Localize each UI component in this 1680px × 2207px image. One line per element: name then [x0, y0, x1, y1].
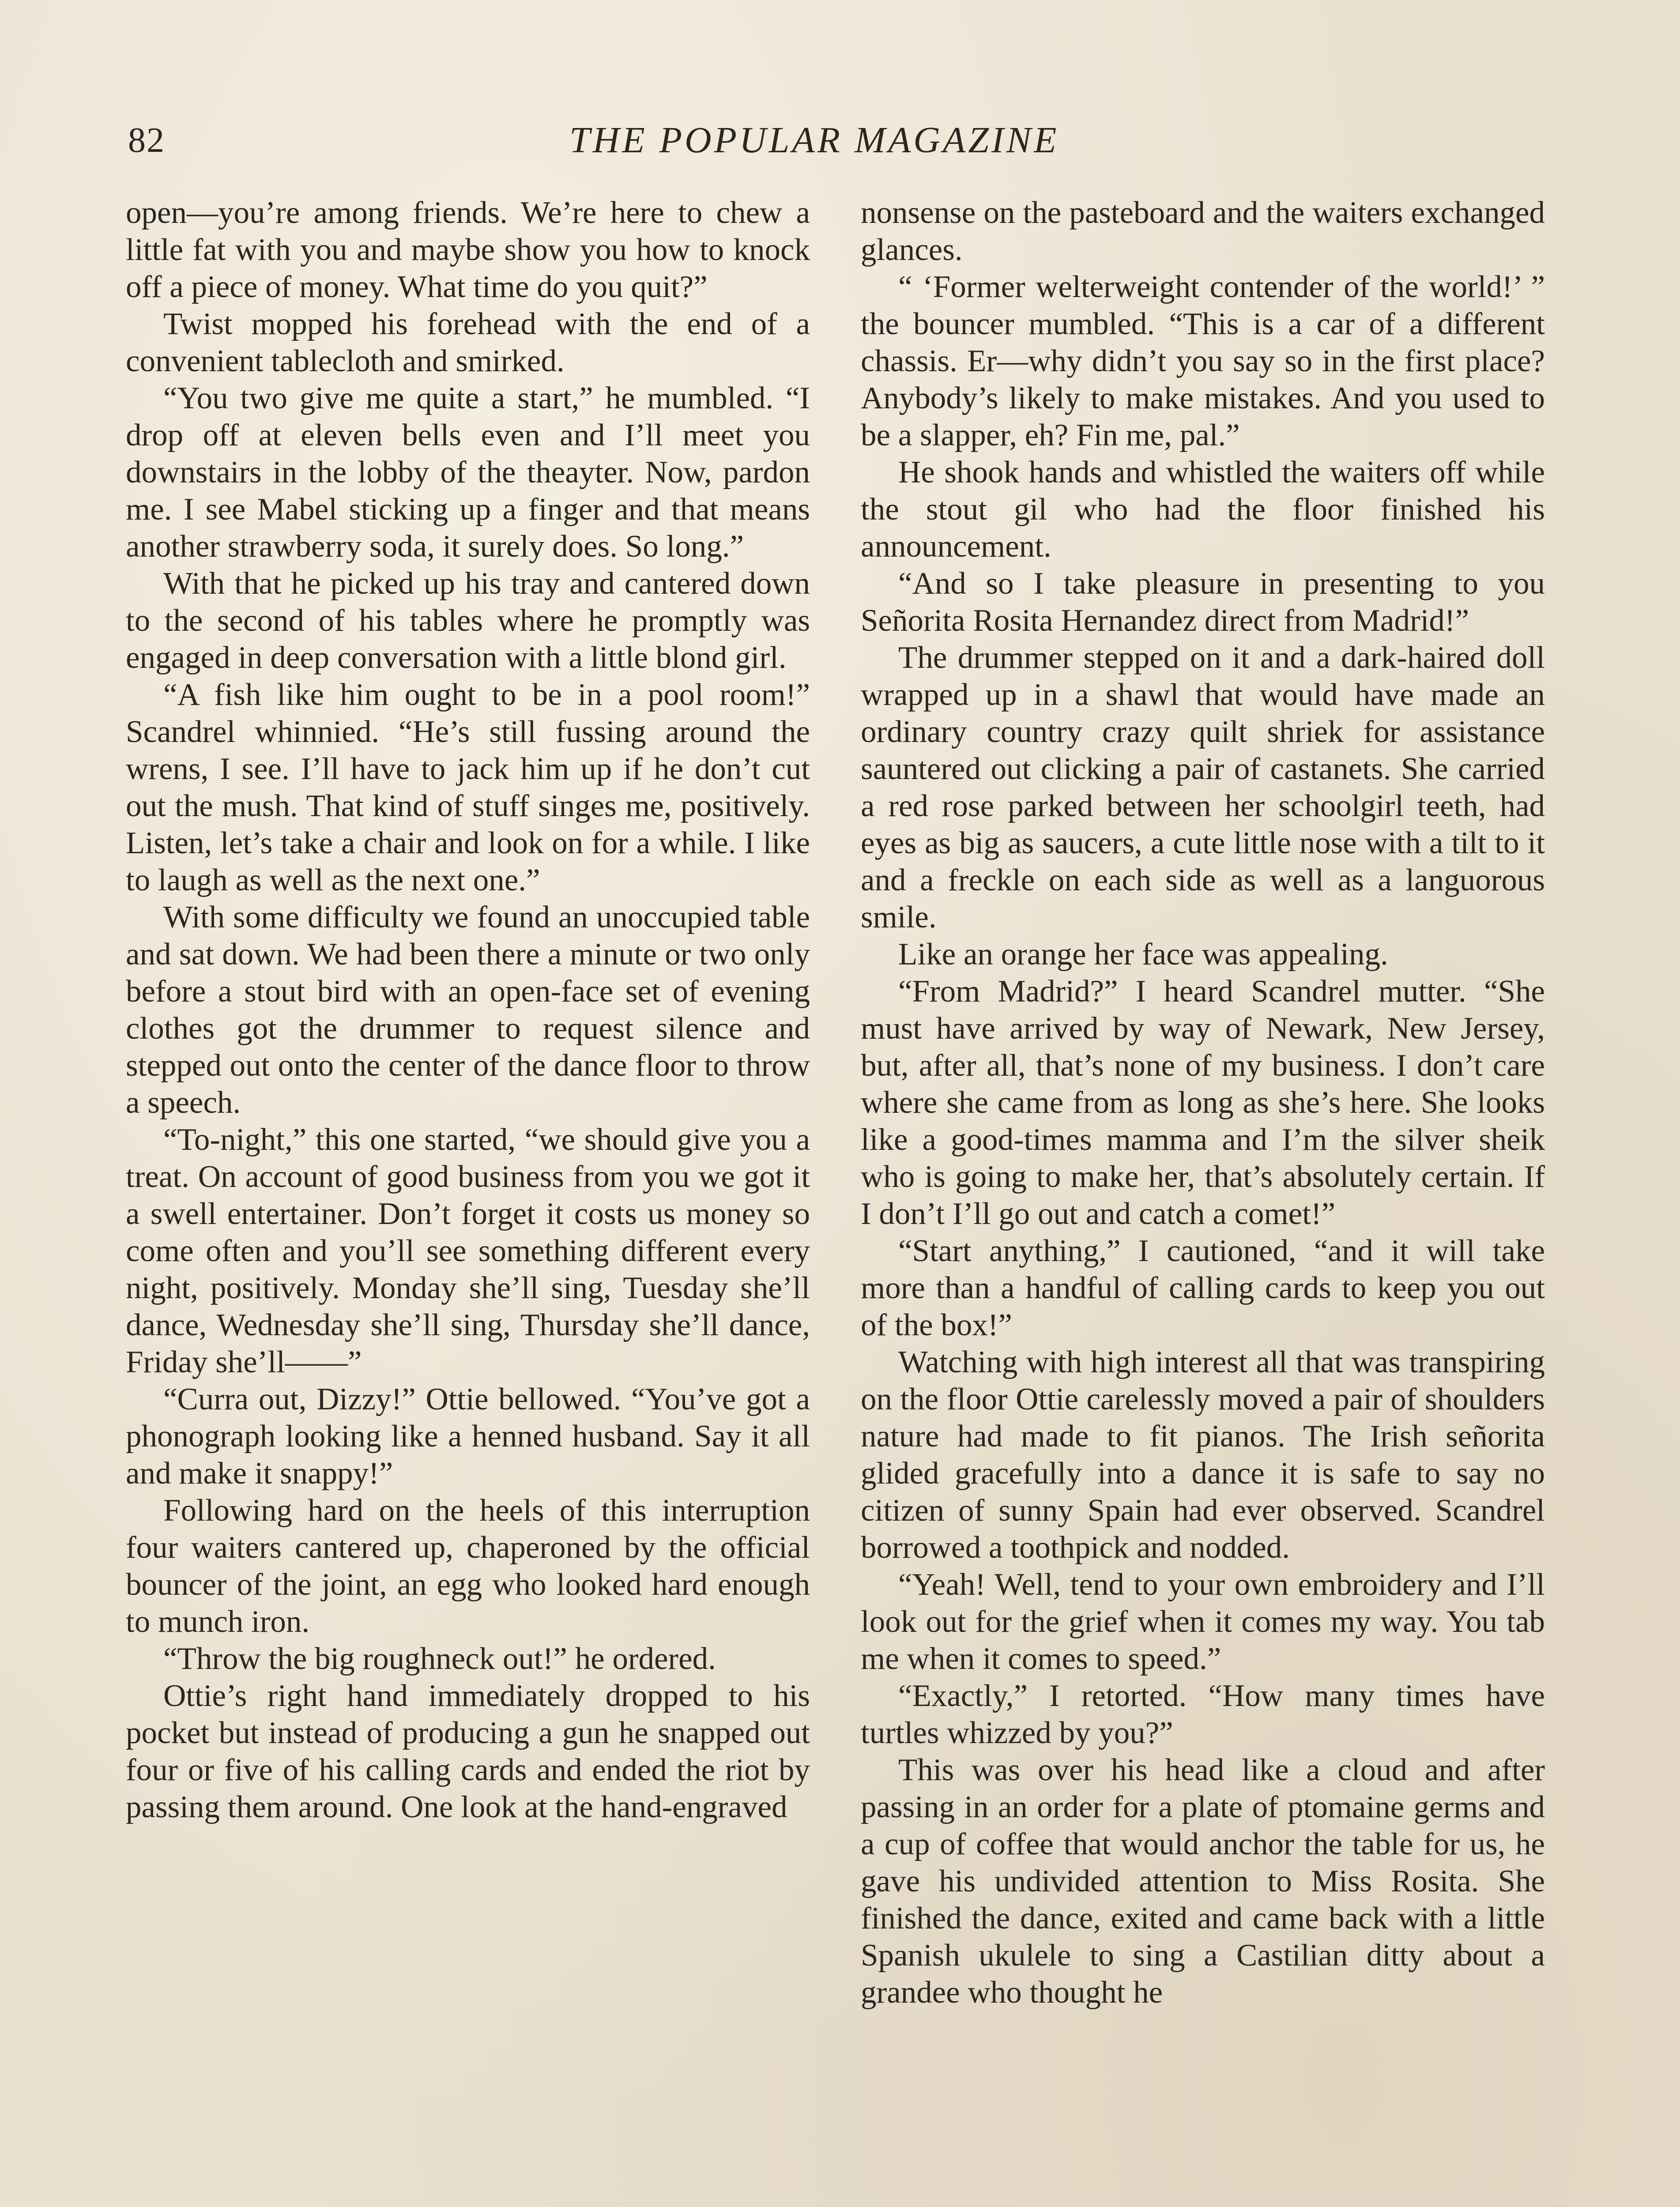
paragraph: “Curra out, Dizzy!” Ottie bellowed. “You’ve got a phonograph looking like a henned husband. Say it all and make it snappy!” [126, 1382, 810, 1491]
paragraph: With that he picked up his tray and cantered down to the second of his tables where he promptly was engaged in deep conversation with a little blond girl. [126, 566, 810, 675]
paragraph: Watching with high interest all that was transpiring on the floor Ottie carelessly moved a pair of shoulders nature had made to fit pianos. The Irish señorita glided gracefully into a dance it is safe to say no citizen of sunny Spain had ever observed. Scandrel borrowed a toothpick and nodded. [861, 1345, 1545, 1565]
paragraph: “A fish like him ought to be in a pool room!” Scandrel whinnied. “He’s still fussing around the wrens, I see. I’ll have to jack him up if he don’t cut out the mush. That kind of stuff singes me, positively. Listen, let’s take a chair and look on for a while. I like to laugh as well as the next one.” [126, 678, 810, 897]
paragraph: “Throw the big roughneck out!” he ordered. [163, 1642, 716, 1676]
paragraph: He shook hands and whistled the waiters off while the stout gil who had the floor finished his announcement. [861, 455, 1545, 564]
left-column [126, 194, 810, 2207]
paragraph: nonsense on the pasteboard and the waiters exchanged glances. [861, 196, 1545, 267]
paragraph: “Start anything,” I cautioned, “and it will take more than a handful of calling cards to keep you out of the box!” [861, 1234, 1545, 1342]
paragraph: “To-night,” this one started, “we should give you a treat. On account of good business from you we got it a swell entertainer. Don’t forget it costs us money so come often and you’ll see something different every night, positively. Monday she’ll sing, Tuesday she’ll dance, Wednesday she’ll sing, Thursday she’ll dance, Friday she’ll——” [126, 1122, 810, 1379]
paragraph: This was over his head like a cloud and after passing in an order for a plate of ptomaine germs and a cup of coffee that would anchor the table for us, he gave his undivided attention to Miss Rosita. She finished the dance, exited and came back with a little Spanish ukulele to sing a Castilian ditty about a grandee who thought he [861, 1753, 1545, 2010]
paragraph: Like an orange her face was appealing. [898, 937, 1388, 972]
paragraph: “You two give me quite a start,” he mumbled. “I drop off at eleven bells even and I’ll meet you downstairs in the lobby of the theayter. Now, pardon me. I see Mabel sticking up a finger and that means another strawberry soda, it surely does. So long.” [126, 381, 810, 564]
page-number: 82 [128, 121, 165, 160]
paragraph: With some difficulty we found an unoccupied table and sat down. We had been there a minute or two only before a stout bird with an open-face set of evening clothes got the drummer to request silence and stepped out onto the center of the dance floor to throw a speech. [126, 900, 810, 1120]
paragraph: “And so I take pleasure in presenting to you Señorita Rosita Hernandez direct from Madrid!” [861, 566, 1545, 638]
right-column [861, 194, 1545, 2207]
paragraph: The drummer stepped on it and a dark-haired doll wrapped up in a shawl that would have made an ordinary country crazy quilt shriek for assistance sauntered out clicking a pair of castanets. She carried a red rose parked between her schoolgirl teeth, had eyes as big as saucers, a cute little nose with a tilt to it and a freckle on each side as well as a languorous smile. [861, 640, 1545, 934]
paragraph: “From Madrid?” I heard Scandrel mutter. “She must have arrived by way of Newark, New Jersey, but, after all, that’s none of my business. I don’t care where she came from as long as she’s here. She looks like a good-times mamma and I’m the silver sheik who is going to make her, that’s absolutely certain. If I don’t I’ll go out and catch a comet!” [861, 974, 1545, 1231]
paragraph: “ ‘Former welterweight contender of the world!’ ” the bouncer mumbled. “This is a car of a different chassis. Er—why didn’t you say so in the first place? Anybody’s likely to make mistakes. And you used to be a slapper, eh? Fin me, pal.” [861, 270, 1545, 452]
running-head: THE POPULAR MAGAZINE [569, 120, 1059, 161]
paragraph: Ottie’s right hand immediately dropped to his pocket but instead of producing a gun he snapped out four or five of his calling cards and ended the riot by passing them around. One look at the hand-engraved [126, 1679, 810, 1824]
paragraph: Following hard on the heels of this interruption four waiters cantered up, chaperoned by the official bouncer of the joint, an egg who looked hard enough to munch iron. [126, 1493, 810, 1639]
paragraph: Twist mopped his forehead with the end of a convenient tablecloth and smirked. [126, 307, 810, 378]
paragraph: “Exactly,” I retorted. “How many times have turtles whizzed by you?” [861, 1679, 1545, 1750]
paragraph: “Yeah! Well, tend to your own embroidery and I’ll look out for the grief when it comes my way. You tab me when it comes to speed.” [861, 1567, 1545, 1676]
paragraph: open—you’re among friends. We’re here to chew a little fat with you and maybe show you how to knock off a piece of money. What time do you quit?” [126, 196, 810, 304]
